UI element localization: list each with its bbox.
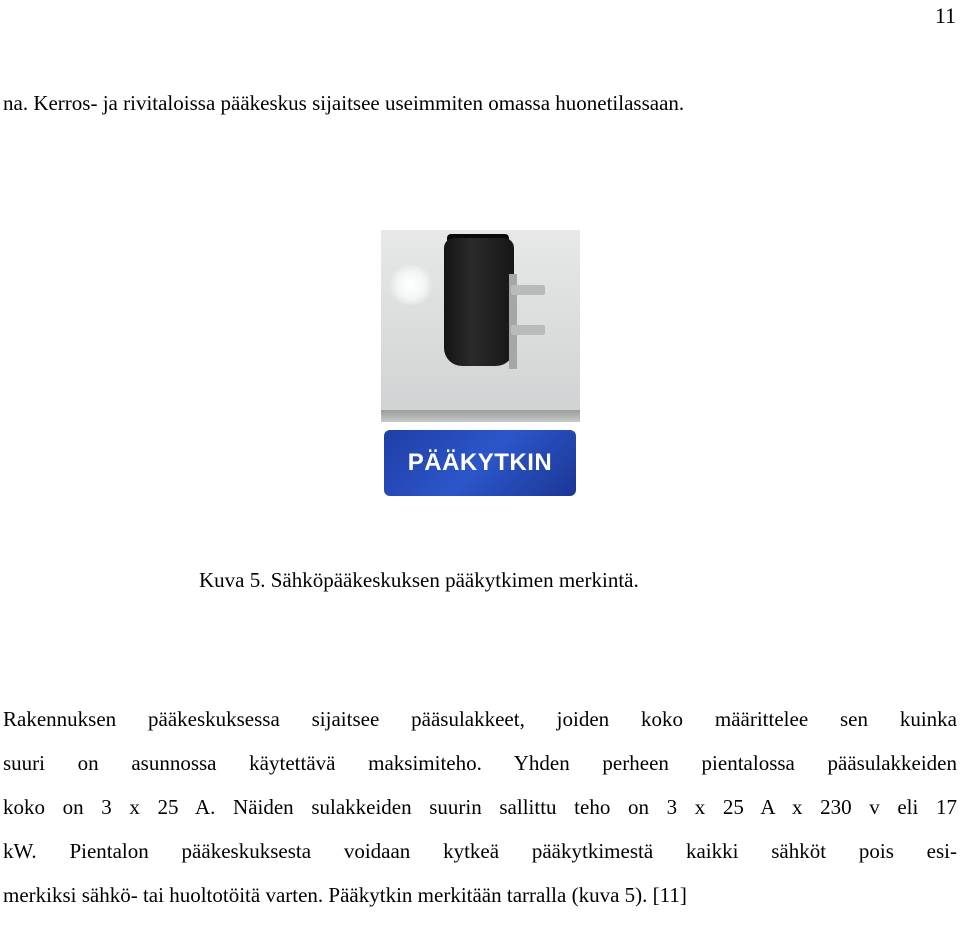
panel-glare xyxy=(389,265,433,305)
intro-line: na. Kerros- ja rivitaloissa pääkeskus sijaitsee useimmiten omassa huonetilassaan. xyxy=(3,91,685,115)
switch-prong-lower xyxy=(511,325,545,335)
paragraph-line: koko on 3 x 25 A. Näiden sulakkeiden suurin sallittu teho on 3 x 25 A x 230 v eli 17 xyxy=(3,795,957,819)
paragraph-line: Rakennuksen pääkeskuksessa sijaitsee pääsulakkeet, joiden koko määrittelee sen kuinka xyxy=(3,707,957,731)
paragraph-line: merkiksi sähkö- tai huoltotöitä varten. Pääkytkin merkitään tarralla (kuva 5). [11] xyxy=(3,883,687,907)
page-number: 11 xyxy=(934,3,956,28)
switch-knob xyxy=(444,238,514,366)
paragraph-line: kW. Pientalon pääkeskuksesta voidaan kytkeä pääkytkimestä kaikki sähköt pois esi- xyxy=(3,839,957,863)
sticker-text: PÄÄKYTKIN xyxy=(407,449,553,476)
switch-prong-upper xyxy=(511,285,545,295)
paragraph-line: suuri on asunnossa käytettävä maksimiteho. Yhden perheen pientalossa pääsulakkeiden xyxy=(3,751,957,775)
main-switch-label-sticker xyxy=(384,430,576,496)
figure-caption: Kuva 5. Sähköpääkeskuksen pääkytkimen merkintä. xyxy=(199,568,639,592)
main-switch-photo xyxy=(381,230,580,500)
body-paragraph xyxy=(3,705,957,925)
panel-shadow xyxy=(381,410,580,422)
